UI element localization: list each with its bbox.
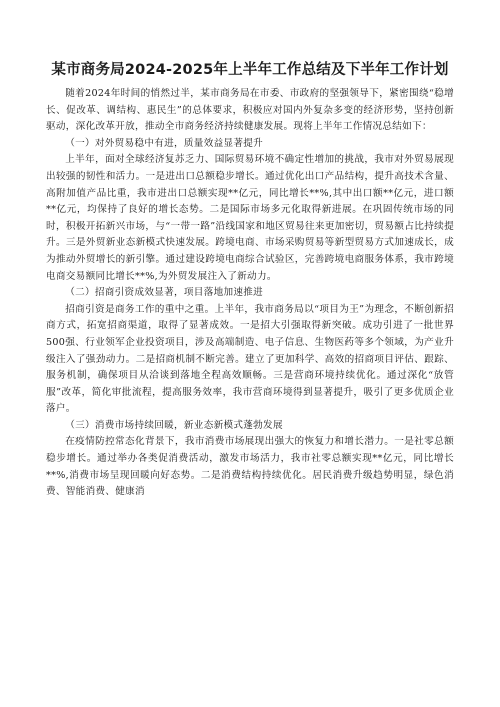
section-heading-3: （三）消费市场持续回暖，新业态新模式蓬勃发展 [65,419,283,431]
section-3-paragraph: 在疫情防控常态化背景下，我市消费市场展现出强大的恢复力和增长潜力。一是社零总额稳步增长。通过举办各类促消费活动，激发市场活力，我市社零总额实现**亿元，同比增长**%,消费市场呈现回暖向好态势。二是消费结构持续优化。居民消费升级趋势明显，绿色消费、智能消费、健康消 [46,436,454,498]
section-heading-2: （二）招商引资成效显著，项目落地加速推进 [65,287,264,299]
intro-paragraph: 随着2024年时间的悄然过半，某市商务局在市委、市政府的坚强领导下，紧密围绕“稳增长、促改革、调结构、惠民生”的总体要求，积极应对国内外复杂多变的经济形势，坚持创新驱动，深化改革开放，推动全市商务经济持续健康发展。现将上半年工作情况总结如下： [46,88,454,133]
document-title: 某市商务局2024-2025年上半年工作总结及下半年工作计划 [51,62,449,78]
section-heading-1: （一）对外贸易稳中有进，质量效益显著提升 [65,137,264,149]
section-1-paragraph: 上半年，面对全球经济复苏乏力、国际贸易环境不确定性增加的挑战，我市对外贸易展现出较强的韧性和活力。一是进出口总额稳步增长。通过优化出口产品结构，提升高技术含量、高附加值产品比重，我市进出口总额实现**亿元，同比增长**%,其中出口额**亿元，进口额**亿元，均保持了良好的增长态势。二是国际市场多元化取得新进展。在巩固传统市场的同时，积极开拓新兴市场，与“一带一路”沿线国家和地区贸易往来更加密切，贸易额占比持续提升。三是外贸新业态新模式快速发展。跨境电商、市场采购贸易等新型贸易方式加速成长，成为推动外贸增长的新引擎。通过建设跨境电商综合试验区，完善跨境电商服务体系，我市跨境电商交易额同比增长**%,为外贸发展注入了新动力。 [46,154,454,282]
section-2-paragraph: 招商引资是商务工作的重中之重。上半年，我市商务局以“项目为王”为理念，不断创新招商方式，拓宽招商渠道，取得了显著成效。一是招大引强取得新突破。成功引进了一批世界500强、行业领军企业投资项目，涉及高端制造、电子信息、生物医药等多个领域，为产业升级注入了强劲动力。二是招商机制不断完善。建立了更加科学、高效的招商项目评估、跟踪、服务机制，确保项目从洽谈到落地全程高效顺畅。三是营商环境持续优化。通过深化“放管服”改革，简化审批流程，提高服务效率，我市营商环境得到显著提升，吸引了更多优质企业落户。 [46,303,454,415]
